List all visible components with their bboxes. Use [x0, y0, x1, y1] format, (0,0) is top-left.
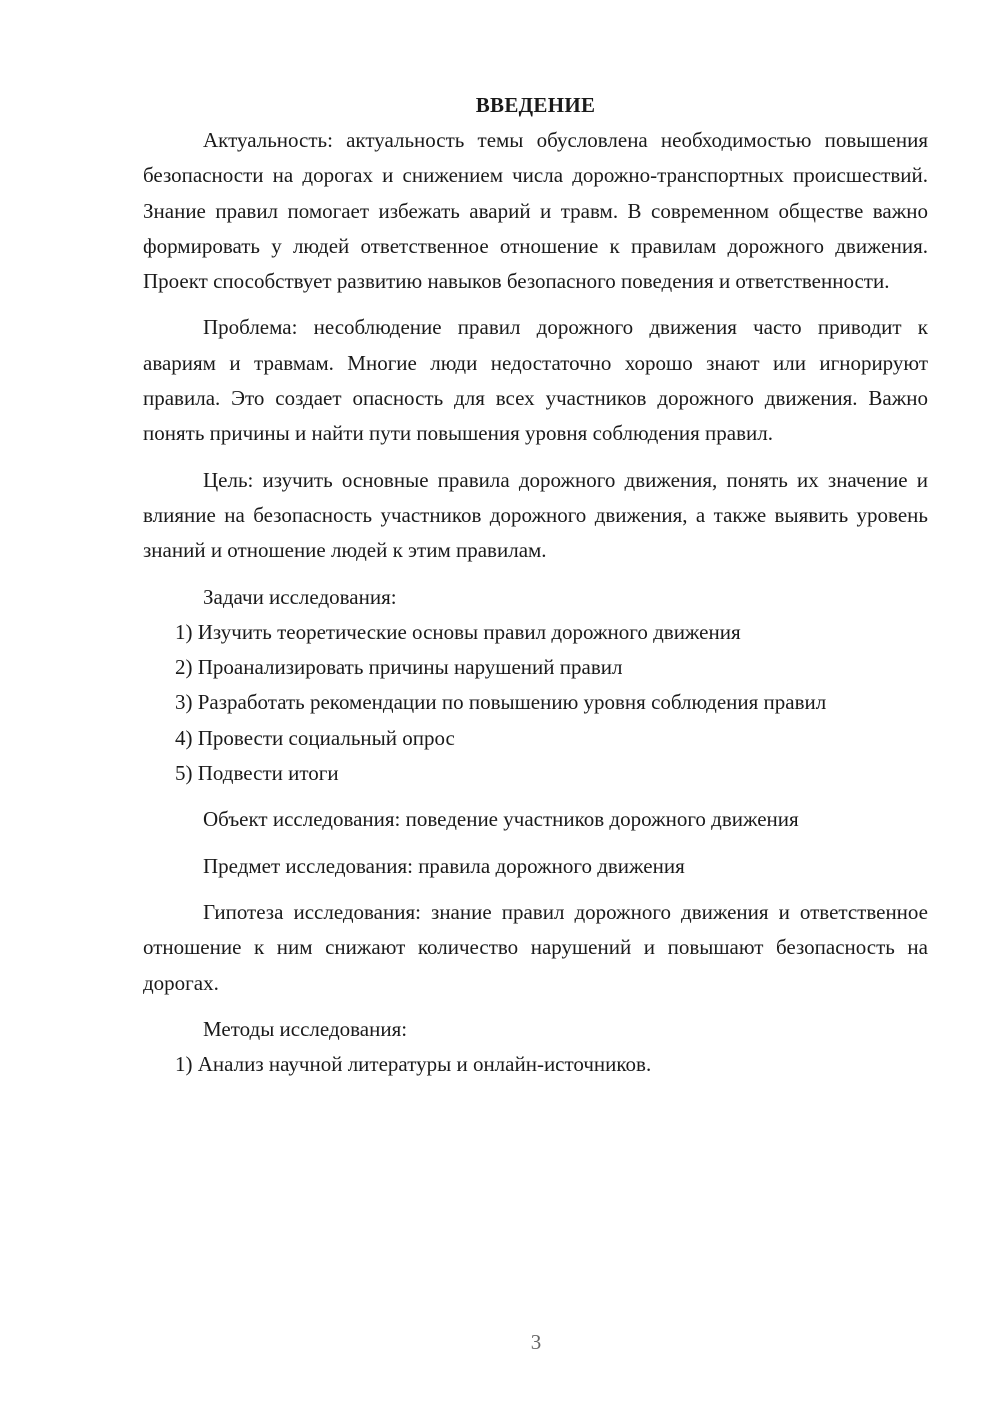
task-item-5: 5) Подвести итоги	[175, 761, 339, 786]
paragraph-goal: Цель: изучить основные правила дорожного движения, понять их значение и влияние на безопасность участников дорожного движения, а также выявить уровень знаний и отношение людей к этим правилам.	[143, 467, 928, 563]
method-item-1: 1) Анализ научной литературы и онлайн-источников.	[175, 1052, 652, 1077]
page-number: 3	[530, 1330, 542, 1354]
task-item-3: 3) Разработать рекомендации по повышению уровня соблюдения правил	[175, 690, 827, 715]
document-page	[143, 88, 928, 1082]
section-title: ВВЕДЕНИЕ	[475, 93, 596, 117]
task-item-1: 1) Изучить теоретические основы правил дорожного движения	[175, 619, 741, 644]
paragraph-subject: Предмет исследования: правила дорожного движения	[203, 853, 685, 878]
task-item-2: 2) Проанализировать причины нарушений правил	[175, 655, 623, 680]
paragraph-object: Объект исследования: поведение участников дорожного движения	[203, 807, 799, 832]
paragraph-hypothesis: Гипотеза исследования: знание правил дорожного движения и ответственное отношение к ним снижают количество нарушений и повышают безопасность на дорогах.	[143, 899, 928, 995]
paragraph-relevance: Актуальность: актуальность темы обусловлена необходимостью повышения безопасности на дорогах и снижением числа дорожно-транспортных происшествий. Знание правил помогает избежать аварий и травм. В современном обществе важно формировать у людей ответственное отношение к правилам дорожного движения. Проект способствует развитию навыков безопасного поведения и ответственности.	[143, 128, 928, 294]
paragraph-problem: Проблема: несоблюдение правил дорожного движения часто приводит к авариям и травмам. Многие люди недостаточно хорошо знают или игнорируют правила. Это создает опасность для всех участников дорожного движения. Важно понять причины и найти пути повышения уровня соблюдения правил.	[143, 315, 928, 446]
tasks-heading: Задачи исследования:	[203, 584, 397, 609]
methods-heading: Методы исследования:	[203, 1016, 408, 1041]
task-item-4: 4) Провести социальный опрос	[175, 725, 455, 750]
